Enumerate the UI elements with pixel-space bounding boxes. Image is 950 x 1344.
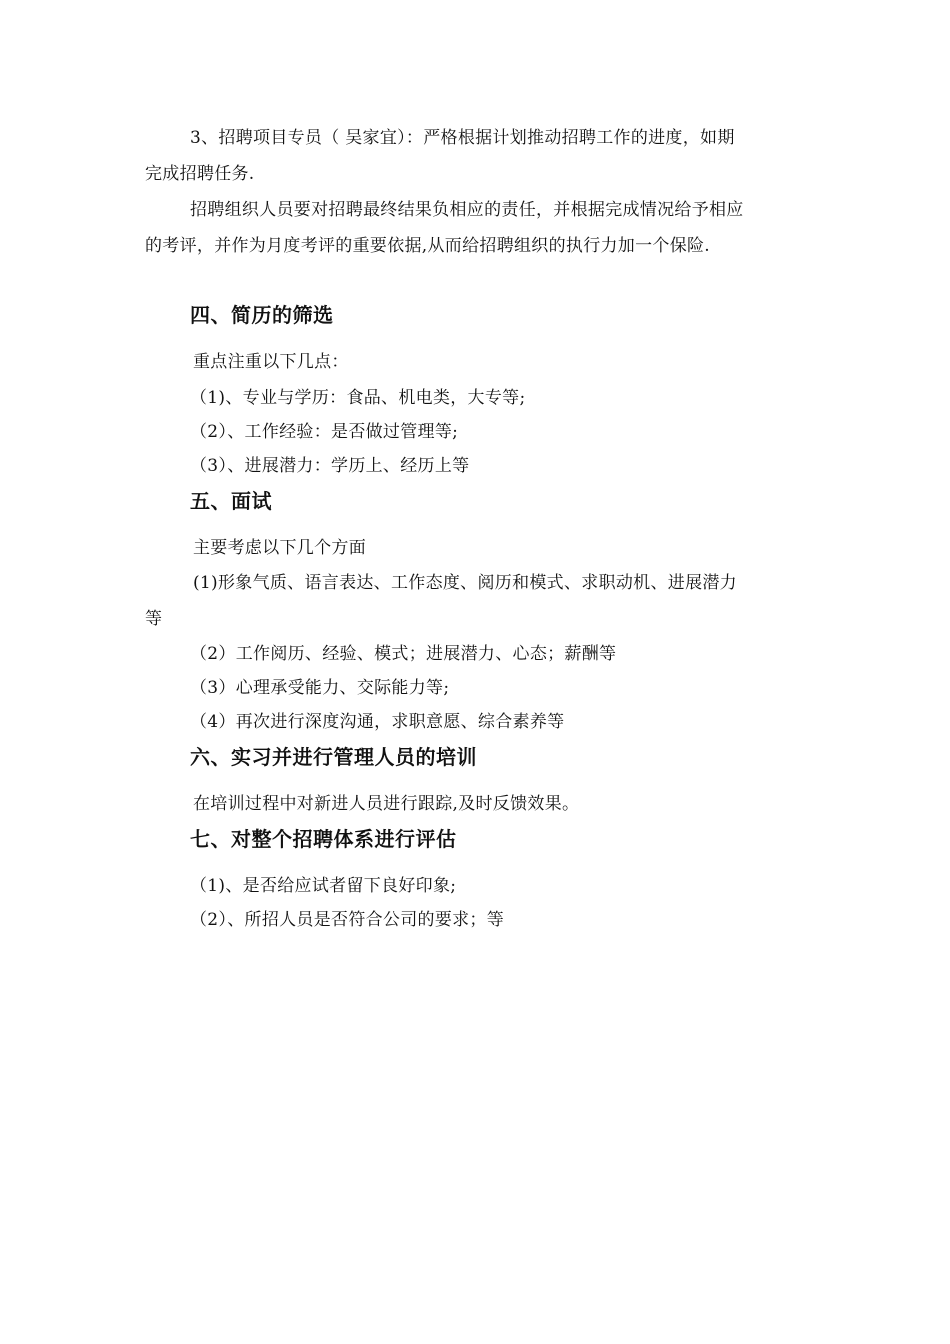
section-4-item: （2）、工作经验：是否做过管理等; bbox=[190, 422, 459, 442]
section-4-item: （1)、专业与学历：食品、机电类，大专等; bbox=[190, 388, 526, 408]
section-7-heading: 七、对整个招聘体系进行评估 bbox=[190, 827, 457, 851]
section-5-heading: 五、面试 bbox=[190, 489, 272, 513]
section-5-item-1-line-2: 等 bbox=[145, 609, 163, 629]
section-5-item: （4）再次进行深度沟通，求职意愿、综合素养等 bbox=[190, 712, 565, 732]
section-5-lead: 主要考虑以下几个方面 bbox=[193, 538, 366, 558]
section-6-lead: 在培训过程中对新进人员进行跟踪,及时反馈效果。 bbox=[193, 794, 580, 814]
section-5-item: （2）工作阅历、经验、模式；进展潜力、心态；薪酬等 bbox=[190, 644, 617, 664]
intro-paragraph-2-line-1: 招聘组织人员要对招聘最终结果负相应的责任，并根据完成情况给予相应 bbox=[190, 200, 744, 220]
section-6-heading: 六、实习并进行管理人员的培训 bbox=[190, 745, 477, 769]
intro-paragraph-1-line-2: 完成招聘任务. bbox=[145, 164, 255, 184]
section-4-lead: 重点注重以下几点： bbox=[193, 352, 349, 372]
section-5-item-1-line-1: (1)形象气质、语言表达、工作态度、阅历和模式、求职动机、进展潜力 bbox=[193, 573, 737, 593]
section-4-heading: 四、简历的筛选 bbox=[190, 303, 334, 327]
section-7-item: （2）、所招人员是否符合公司的要求；等 bbox=[190, 910, 505, 930]
section-7-item: （1)、是否给应试者留下良好印象; bbox=[190, 876, 457, 896]
intro-paragraph-1-line-1: 3、招聘项目专员（ 吴家宜）：严格根据计划推动招聘工作的进度，如期 bbox=[190, 128, 735, 148]
section-5-item: （3）心理承受能力、交际能力等; bbox=[190, 678, 450, 698]
section-4-item: （3）、进展潜力：学历上、经历上等 bbox=[190, 456, 470, 476]
intro-paragraph-2-line-2: 的考评，并作为月度考评的重要依据,从而给招聘组织的执行力加一个保险. bbox=[145, 236, 711, 256]
